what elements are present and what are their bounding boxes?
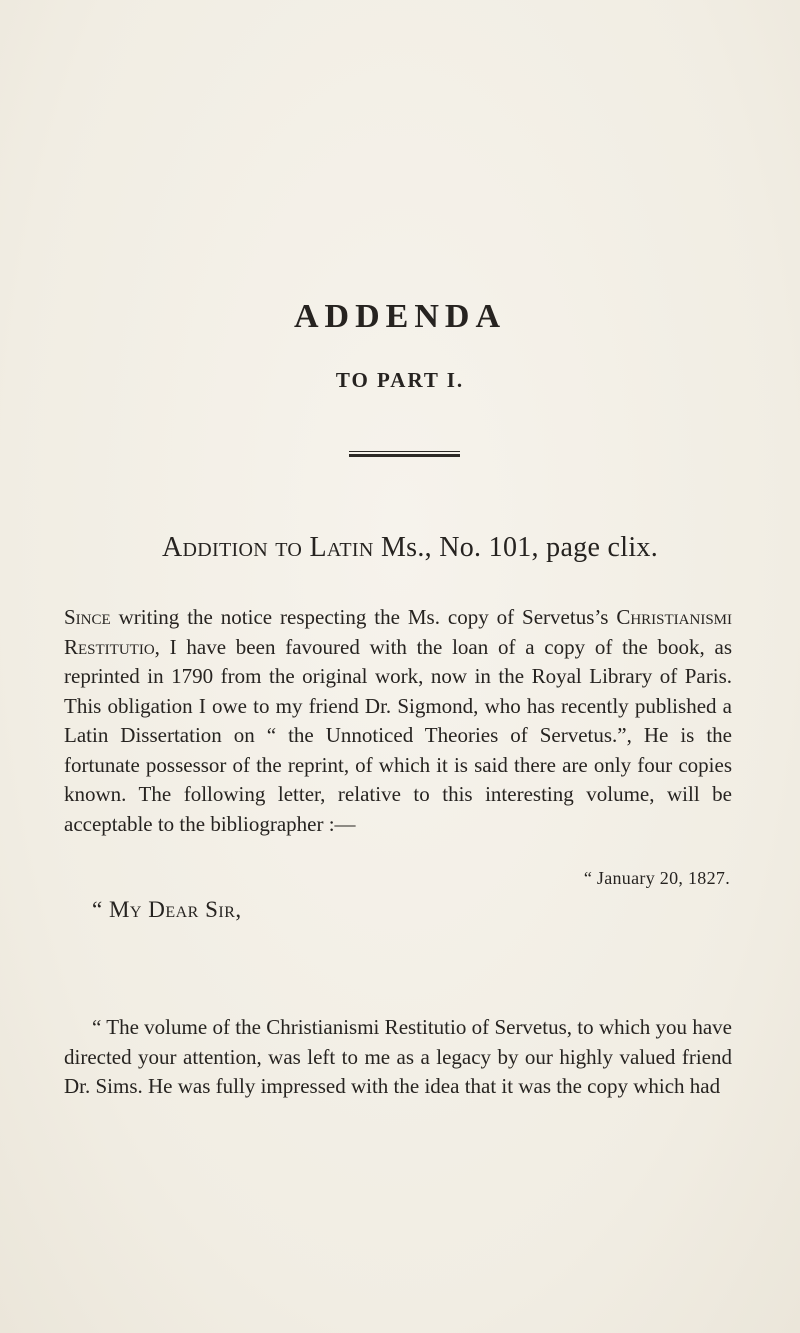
salutation-text: My Dear Sir, <box>108 897 242 922</box>
letter-date: “ January 20, 1827. <box>583 868 730 888</box>
heading-latin: Latin <box>309 532 374 563</box>
page-title: ADDENDA <box>294 298 506 335</box>
paragraph-text-a: writing the notice respecting the Ms. copy of Servetus’s <box>118 605 609 629</box>
divider-rule-thick <box>349 454 460 457</box>
salutation-quote: “ <box>92 897 103 922</box>
divider-rule-thin <box>349 451 460 452</box>
work-title: Christianismi Restitutio, <box>64 605 733 659</box>
paragraph-text-b: I have been favoured with the loan of a copy of the book, as reprinted in 1790 from the original work, now in the Royal Library of Paris. This obligation I owe to my friend Dr. Sigmond, who has recently published a Latin Dissertation on “ the Unnoticed Theories of Servetus.”, He is the fortunate possessor of the reprint, of which it is said there are only four copies known. The following letter, relative to this interesting volume, will be acceptable to the bibliographer :— <box>64 634 733 836</box>
body-paragraph-intro <box>64 603 732 839</box>
heading-to: to <box>275 532 303 563</box>
heading-lead: Addition <box>162 532 268 563</box>
heading-rest: Ms., No. 101, page clix. <box>380 532 658 563</box>
paragraph-lead-word: Since <box>64 605 111 629</box>
page-subtitle: TO PART I. <box>335 368 465 392</box>
letter-body-paragraph: “ The volume of the Christianismi Restitutio of Servetus, to which you have directed your attention, was left to me as a legacy by our highly valued friend Dr. Sims. He was fully impressed with the idea that it was the copy which had <box>64 1015 732 1098</box>
letter-salutation <box>92 897 242 923</box>
section-heading <box>60 532 760 564</box>
